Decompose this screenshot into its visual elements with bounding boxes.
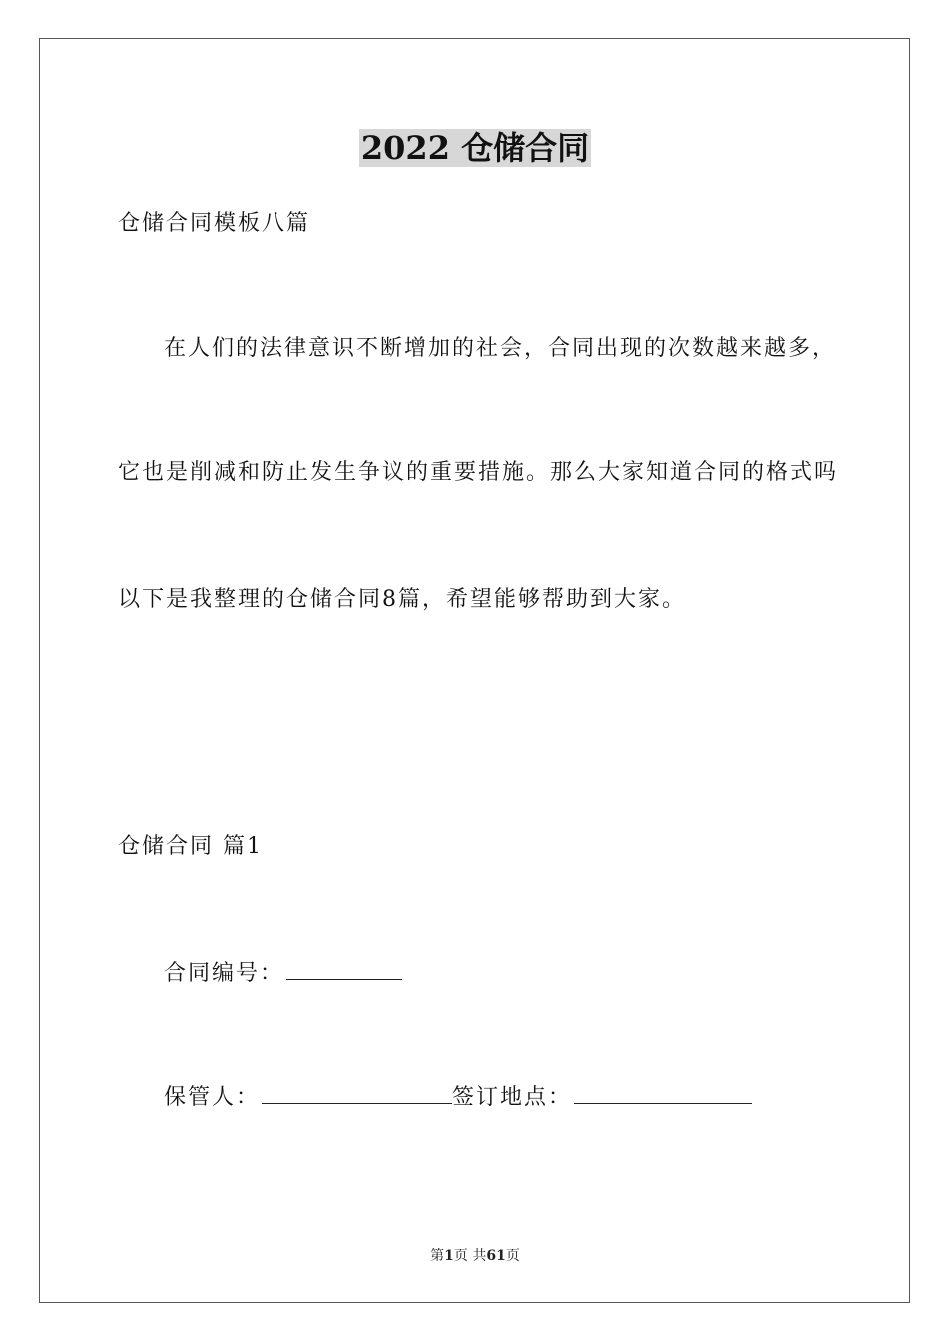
subtitle: 仓储合同模板八篇 xyxy=(118,211,311,236)
intro-line-2: 它也是削减和防止发生争议的重要措施。那么大家知道合同的格式吗 xyxy=(118,460,839,485)
contract-number-row xyxy=(164,957,402,989)
footer-mid: 页 共 xyxy=(453,1248,487,1264)
intro-line-1: 在人们的法律意识不断增加的社会，合同出现的次数越来越多， xyxy=(164,336,837,361)
document-title xyxy=(0,126,950,170)
footer-page-current: 1 xyxy=(444,1248,454,1264)
section-heading: 仓储合同 篇1 xyxy=(118,834,263,859)
intro-line-3: 以下是我整理的仓储合同8篇，希望能够帮助到大家。 xyxy=(118,587,686,612)
contract-number-label: 合同编号： xyxy=(164,961,285,986)
custodian-label: 保管人： xyxy=(164,1085,261,1110)
signing-place-label: 签订地点： xyxy=(452,1085,573,1110)
title-year: 2022 xyxy=(360,129,450,167)
custodian-row xyxy=(164,1081,752,1113)
footer-suffix: 页 xyxy=(505,1248,520,1264)
footer-prefix: 第 xyxy=(430,1248,445,1264)
footer-page-total: 61 xyxy=(486,1248,506,1264)
contract-number-blank xyxy=(286,957,402,980)
signing-place-blank xyxy=(574,1081,752,1104)
title-highlight xyxy=(359,129,591,167)
page-footer xyxy=(0,1246,950,1266)
custodian-blank xyxy=(262,1081,452,1104)
title-text: 仓储合同 xyxy=(461,129,590,167)
